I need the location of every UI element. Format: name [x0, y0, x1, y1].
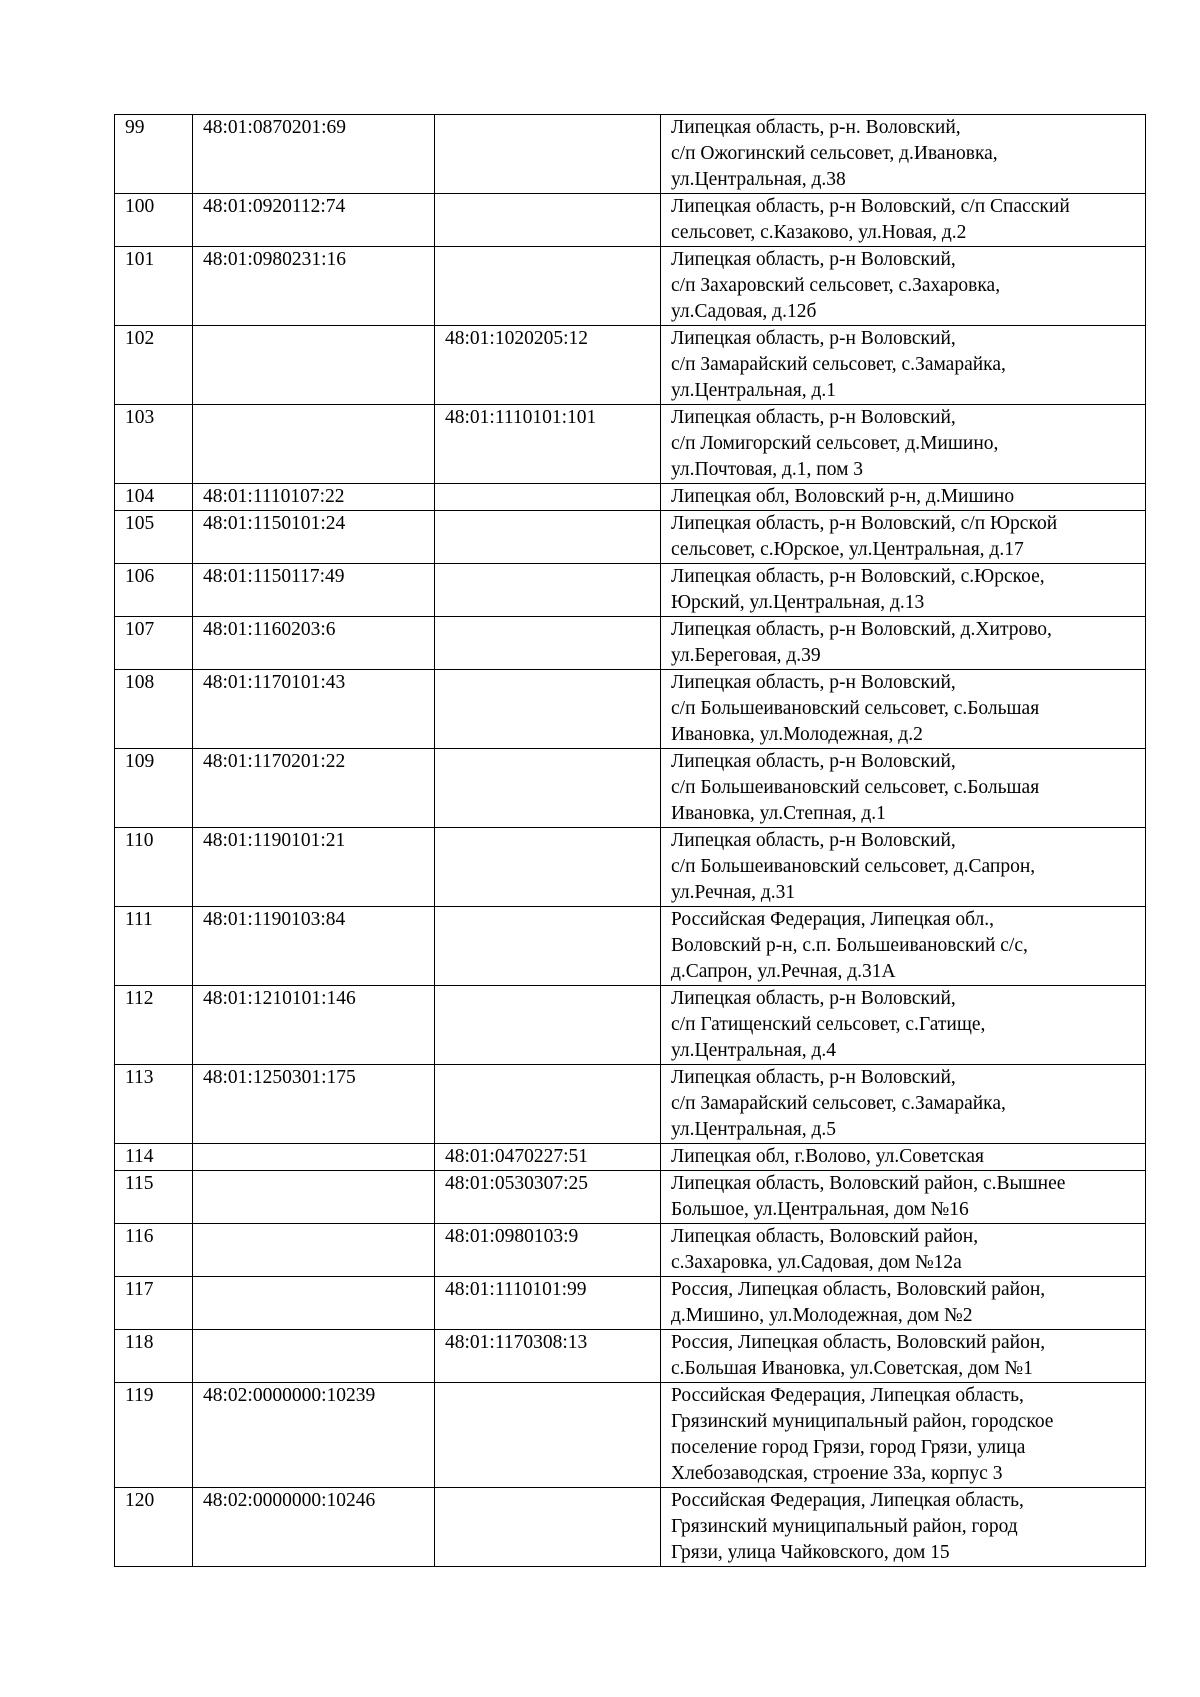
row-number: 105 — [115, 511, 193, 564]
address-cell: Российская Федерация, Липецкая обл., Воловский р-н, с.п. Большеивановский с/с, д.Сапрон, ул.Речная, д.31А — [661, 907, 1146, 986]
building-cadastral-number — [435, 1383, 661, 1488]
land-cadastral-number — [193, 326, 435, 405]
row-number: 110 — [115, 828, 193, 907]
row-number: 120 — [115, 1488, 193, 1567]
land-cadastral-number: 48:01:0870201:69 — [193, 115, 435, 194]
row-number: 109 — [115, 749, 193, 828]
table-row — [115, 1065, 1146, 1144]
row-number: 117 — [115, 1277, 193, 1330]
table-row — [115, 1488, 1146, 1567]
row-number: 111 — [115, 907, 193, 986]
table-body — [115, 115, 1146, 1567]
land-cadastral-number: 48:02:0000000:10239 — [193, 1383, 435, 1488]
building-cadastral-number — [435, 511, 661, 564]
land-cadastral-number — [193, 1144, 435, 1171]
row-number: 114 — [115, 1144, 193, 1171]
row-number: 101 — [115, 247, 193, 326]
address-cell: Липецкая область, Воловский район, с.Вышнее Большое, ул.Центральная, дом №16 — [661, 1171, 1146, 1224]
table-row — [115, 907, 1146, 986]
land-cadastral-number: 48:01:0980231:16 — [193, 247, 435, 326]
table-row — [115, 986, 1146, 1065]
land-cadastral-number: 48:01:1150101:24 — [193, 511, 435, 564]
building-cadastral-number — [435, 828, 661, 907]
land-cadastral-number: 48:01:1210101:146 — [193, 986, 435, 1065]
row-number: 116 — [115, 1224, 193, 1277]
address-cell: Липецкая область, р-н Воловский, с/п Большеивановский сельсовет, д.Сапрон, ул.Речная, д.31 — [661, 828, 1146, 907]
land-cadastral-number — [193, 1277, 435, 1330]
building-cadastral-number — [435, 1488, 661, 1567]
building-cadastral-number: 48:01:1110101:101 — [435, 405, 661, 484]
address-cell: Липецкая обл, г.Волово, ул.Советская — [661, 1144, 1146, 1171]
building-cadastral-number — [435, 986, 661, 1065]
address-cell: Липецкая обл, Воловский р-н, д.Мишино — [661, 484, 1146, 511]
row-number: 106 — [115, 564, 193, 617]
building-cadastral-number: 48:01:1020205:12 — [435, 326, 661, 405]
row-number: 103 — [115, 405, 193, 484]
land-cadastral-number: 48:01:1150117:49 — [193, 564, 435, 617]
table-row — [115, 247, 1146, 326]
row-number: 115 — [115, 1171, 193, 1224]
address-cell: Россия, Липецкая область, Воловский район, д.Мишино, ул.Молодежная, дом №2 — [661, 1277, 1146, 1330]
building-cadastral-number — [435, 115, 661, 194]
table-row — [115, 1144, 1146, 1171]
row-number: 113 — [115, 1065, 193, 1144]
land-cadastral-number: 48:01:1190103:84 — [193, 907, 435, 986]
land-cadastral-number: 48:01:1190101:21 — [193, 828, 435, 907]
land-cadastral-number: 48:02:0000000:10246 — [193, 1488, 435, 1567]
land-cadastral-number: 48:01:1110107:22 — [193, 484, 435, 511]
building-cadastral-number — [435, 194, 661, 247]
building-cadastral-number — [435, 247, 661, 326]
table-row — [115, 484, 1146, 511]
row-number: 100 — [115, 194, 193, 247]
address-cell: Российская Федерация, Липецкая область, Грязинский муниципальный район, городское поселение город Грязи, город Грязи, улица Хлебозаводская, строение 33а, корпус 3 — [661, 1383, 1146, 1488]
building-cadastral-number — [435, 670, 661, 749]
table-row — [115, 564, 1146, 617]
row-number: 119 — [115, 1383, 193, 1488]
address-cell: Липецкая область, р-н. Воловский, с/п Ожогинский сельсовет, д.Ивановка, ул.Центральная, д.38 — [661, 115, 1146, 194]
address-cell: Липецкая область, р-н Воловский, с/п Захаровский сельсовет, с.Захаровка, ул.Садовая, д.12б — [661, 247, 1146, 326]
land-cadastral-number — [193, 1171, 435, 1224]
table-row — [115, 405, 1146, 484]
land-cadastral-number: 48:01:1170201:22 — [193, 749, 435, 828]
address-cell: Липецкая область, р-н Воловский, с/п Большеивановский сельсовет, с.Большая Ивановка, ул.Степная, д.1 — [661, 749, 1146, 828]
row-number: 102 — [115, 326, 193, 405]
address-cell: Российская Федерация, Липецкая область, Грязинский муниципальный район, город Грязи, улица Чайковского, дом 15 — [661, 1488, 1146, 1567]
row-number: 99 — [115, 115, 193, 194]
row-number: 108 — [115, 670, 193, 749]
address-cell: Россия, Липецкая область, Воловский район, с.Большая Ивановка, ул.Советская, дом №1 — [661, 1330, 1146, 1383]
table-row — [115, 617, 1146, 670]
land-cadastral-number: 48:01:1250301:175 — [193, 1065, 435, 1144]
building-cadastral-number — [435, 617, 661, 670]
building-cadastral-number — [435, 907, 661, 986]
address-cell: Липецкая область, р-н Воловский, с/п Юрской сельсовет, с.Юрское, ул.Центральная, д.17 — [661, 511, 1146, 564]
building-cadastral-number: 48:01:0470227:51 — [435, 1144, 661, 1171]
table-row — [115, 115, 1146, 194]
table-row — [115, 511, 1146, 564]
land-cadastral-number: 48:01:1170101:43 — [193, 670, 435, 749]
land-cadastral-number: 48:01:0920112:74 — [193, 194, 435, 247]
address-cell: Липецкая область, Воловский район, с.Захаровка, ул.Садовая, дом №12а — [661, 1224, 1146, 1277]
table-row — [115, 1383, 1146, 1488]
building-cadastral-number — [435, 484, 661, 511]
building-cadastral-number — [435, 1065, 661, 1144]
building-cadastral-number — [435, 749, 661, 828]
land-cadastral-number — [193, 405, 435, 484]
address-cell: Липецкая область, р-н Воловский, с.Юрское, Юрский, ул.Центральная, д.13 — [661, 564, 1146, 617]
table-row — [115, 670, 1146, 749]
address-cell: Липецкая область, р-н Воловский, с/п Ломигорский сельсовет, д.Мишино, ул.Почтовая, д.1, пом 3 — [661, 405, 1146, 484]
address-cell: Липецкая область, р-н Воловский, с/п Спасский сельсовет, с.Казаково, ул.Новая, д.2 — [661, 194, 1146, 247]
land-cadastral-number — [193, 1224, 435, 1277]
table-row — [115, 749, 1146, 828]
table-row — [115, 1224, 1146, 1277]
address-cell: Липецкая область, р-н Воловский, с/п Большеивановский сельсовет, с.Большая Ивановка, ул.Молодежная, д.2 — [661, 670, 1146, 749]
building-cadastral-number: 48:01:0980103:9 — [435, 1224, 661, 1277]
table-row — [115, 1330, 1146, 1383]
table-row — [115, 326, 1146, 405]
registry-table — [114, 114, 1146, 1567]
table-row — [115, 1277, 1146, 1330]
address-cell: Липецкая область, р-н Воловский, с/п Замарайский сельсовет, с.Замарайка, ул.Центральная, д.5 — [661, 1065, 1146, 1144]
address-cell: Липецкая область, р-н Воловский, с/п Замарайский сельсовет, с.Замарайка, ул.Центральная, д.1 — [661, 326, 1146, 405]
row-number: 104 — [115, 484, 193, 511]
building-cadastral-number: 48:01:1170308:13 — [435, 1330, 661, 1383]
building-cadastral-number — [435, 564, 661, 617]
address-cell: Липецкая область, р-н Воловский, д.Хитрово, ул.Береговая, д.39 — [661, 617, 1146, 670]
row-number: 112 — [115, 986, 193, 1065]
address-cell: Липецкая область, р-н Воловский, с/п Гатищенский сельсовет, с.Гатище, ул.Центральная, д.4 — [661, 986, 1146, 1065]
table-row — [115, 828, 1146, 907]
land-cadastral-number — [193, 1330, 435, 1383]
row-number: 107 — [115, 617, 193, 670]
building-cadastral-number: 48:01:0530307:25 — [435, 1171, 661, 1224]
building-cadastral-number: 48:01:1110101:99 — [435, 1277, 661, 1330]
table-row — [115, 1171, 1146, 1224]
land-cadastral-number: 48:01:1160203:6 — [193, 617, 435, 670]
table-row — [115, 194, 1146, 247]
row-number: 118 — [115, 1330, 193, 1383]
